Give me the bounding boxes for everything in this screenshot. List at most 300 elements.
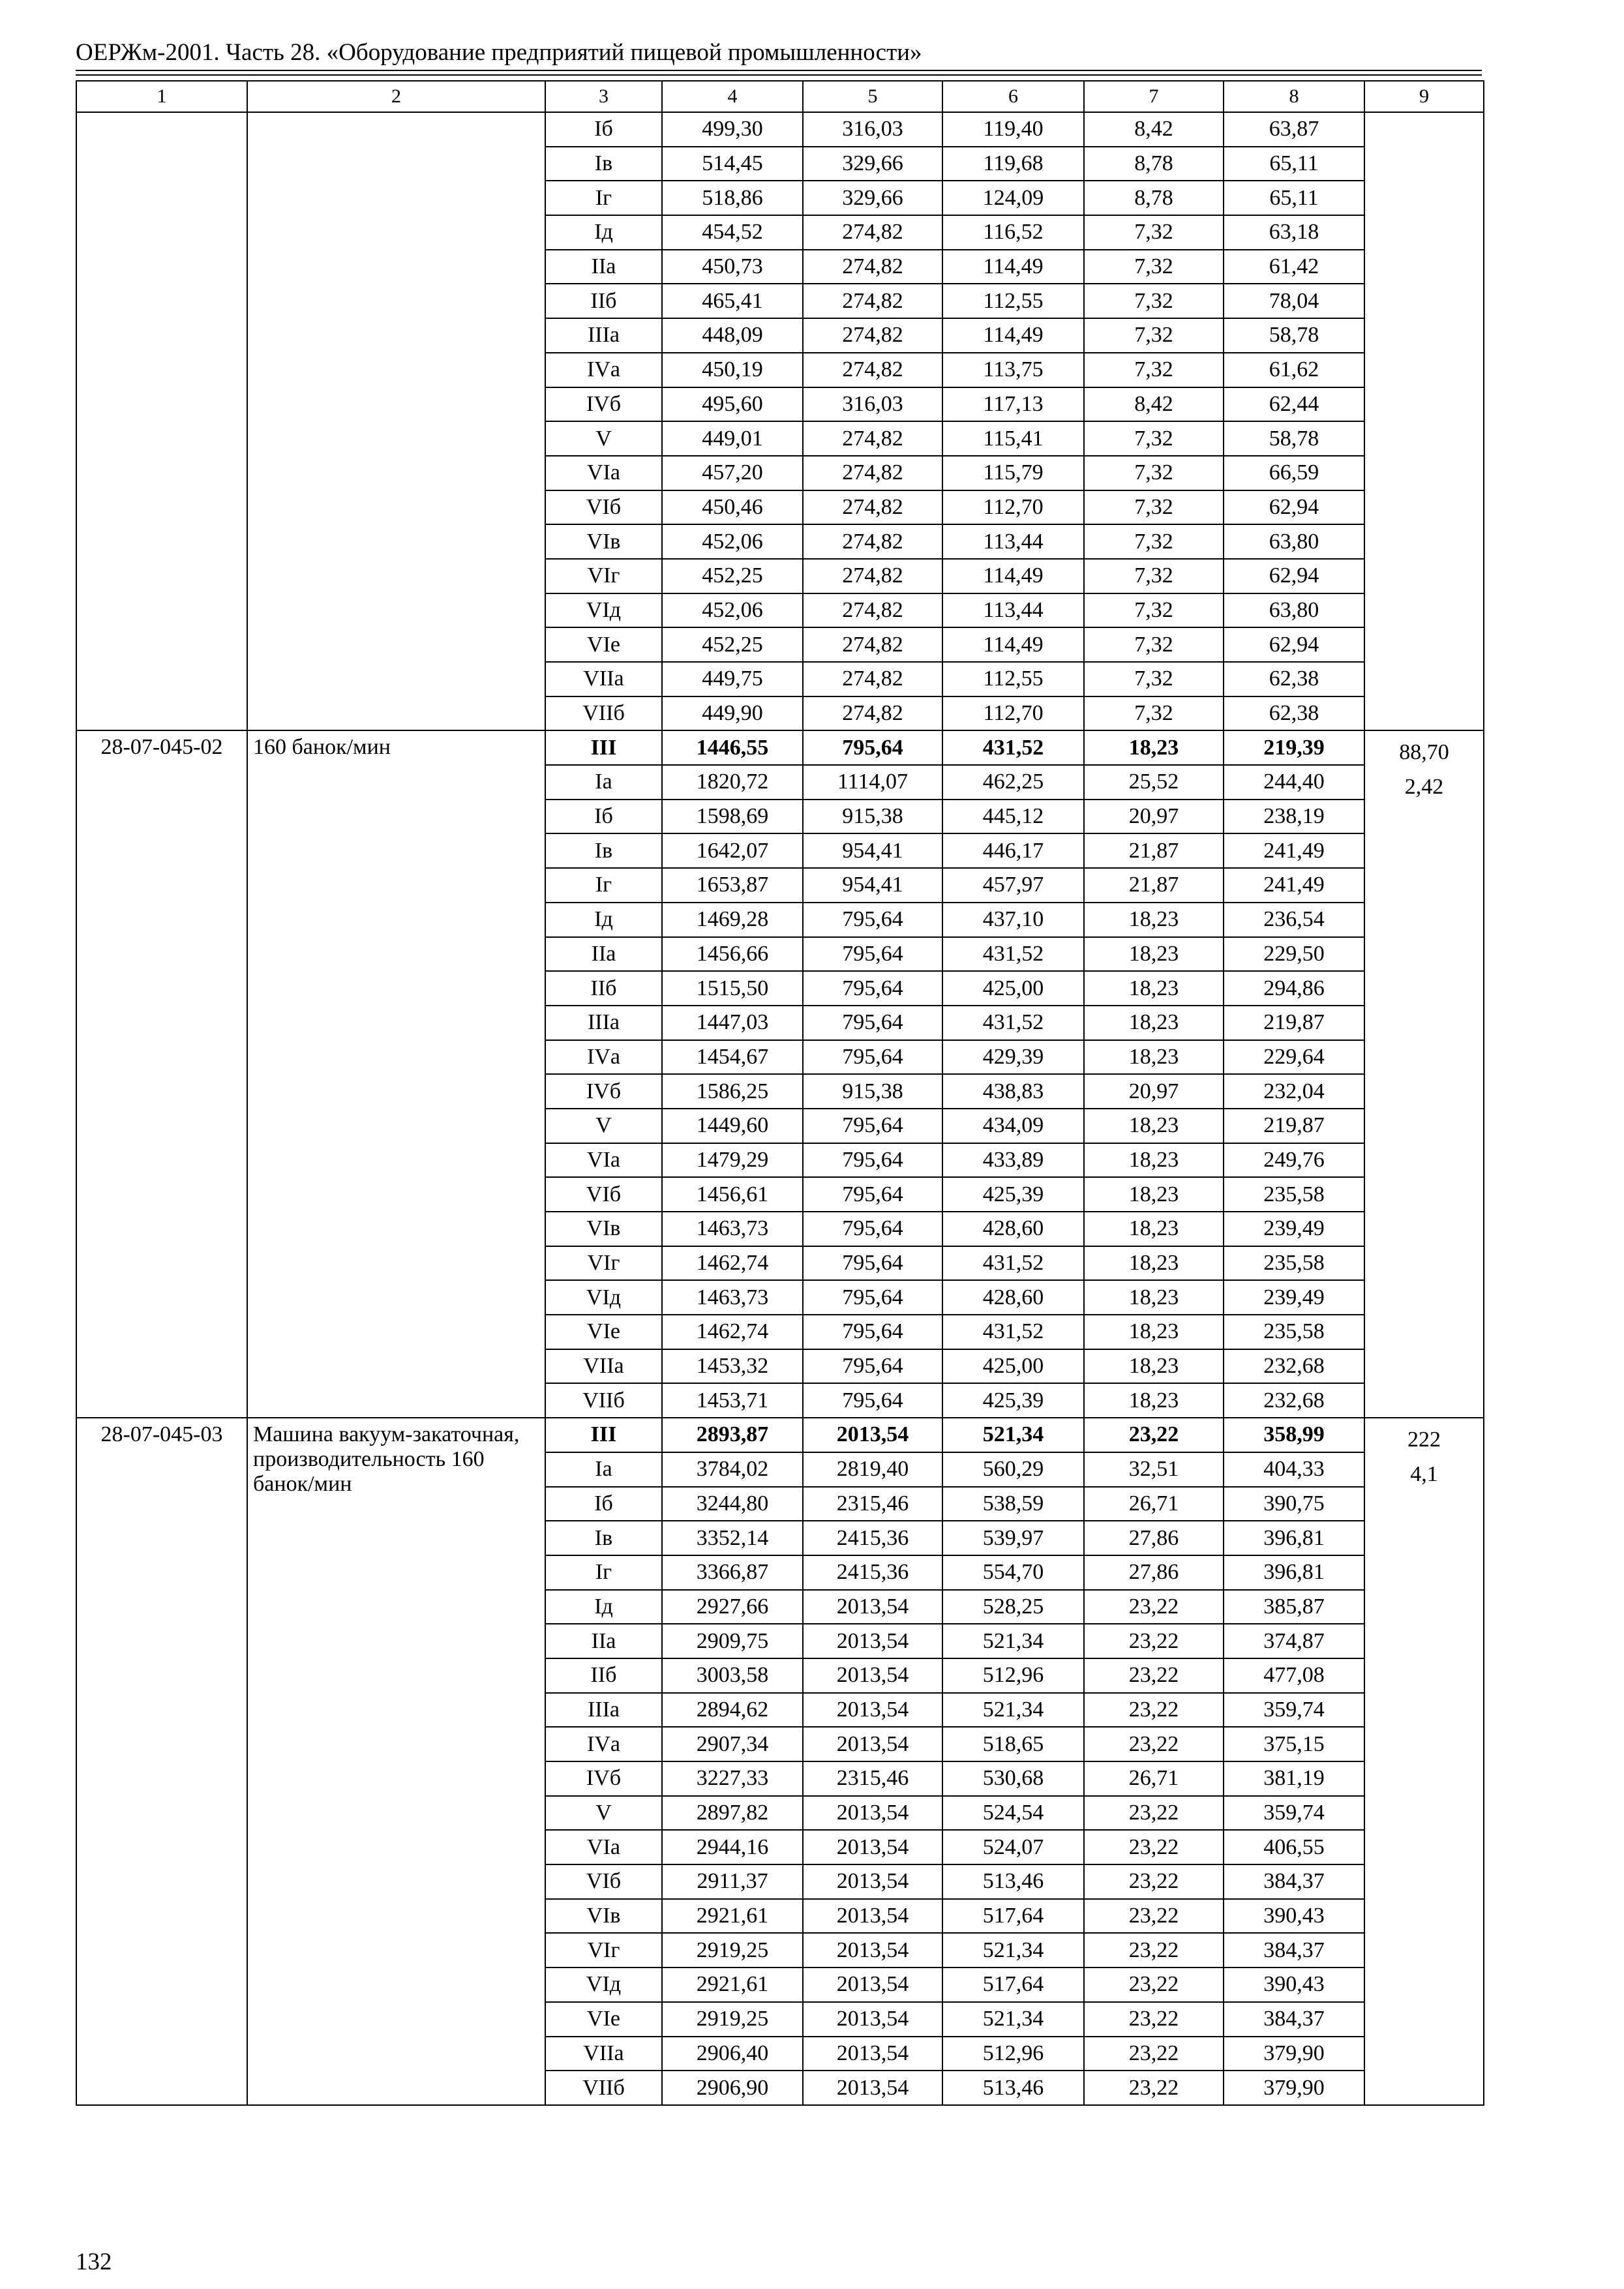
column-number-row — [76, 81, 1484, 112]
value-cell: 384,37 — [1224, 2002, 1364, 2037]
rates-table — [76, 80, 1484, 2106]
value-cell: 560,29 — [942, 1452, 1084, 1487]
value-cell: 1462,74 — [662, 1246, 803, 1281]
zone-cell: Iб — [545, 800, 662, 834]
value-cell: 438,83 — [942, 1074, 1084, 1109]
value-cell: 3003,58 — [662, 1658, 803, 1693]
column-number: 7 — [1084, 81, 1224, 112]
resource-value: 2,42 — [1404, 775, 1444, 800]
zone-cell: VIа — [545, 1830, 662, 1864]
value-cell: 795,64 — [803, 937, 942, 972]
table-body — [76, 81, 1484, 2105]
zone-cell: VIв — [545, 1899, 662, 1934]
value-cell: 27,86 — [1084, 1555, 1224, 1590]
value-cell: 2013,54 — [803, 2037, 942, 2071]
value-cell: 23,22 — [1084, 1418, 1224, 1452]
value-cell: 795,64 — [803, 1040, 942, 1075]
value-cell: 450,73 — [662, 250, 803, 284]
value-cell: 428,60 — [942, 1212, 1084, 1246]
value-cell: 112,70 — [942, 696, 1084, 731]
zone-cell: VIд — [545, 593, 662, 628]
value-cell: 495,60 — [662, 387, 803, 422]
column-number: 2 — [247, 81, 545, 112]
zone-cell: IVб — [545, 1074, 662, 1109]
value-cell: 113,44 — [942, 524, 1084, 559]
value-cell: 452,25 — [662, 627, 803, 662]
value-cell: 18,23 — [1084, 971, 1224, 1006]
value-cell: 538,59 — [942, 1487, 1084, 1521]
value-cell: 119,68 — [942, 147, 1084, 181]
value-cell: 539,97 — [942, 1521, 1084, 1555]
value-cell: 236,54 — [1224, 903, 1364, 937]
rate-name: 160 банок/мин — [247, 730, 545, 1418]
zone-cell: Iа — [545, 1452, 662, 1487]
value-cell: 61,62 — [1224, 353, 1364, 387]
rate-code: 28-07-045-03 — [76, 1418, 247, 2105]
value-cell: 425,00 — [942, 1349, 1084, 1384]
value-cell: 530,68 — [942, 1761, 1084, 1796]
value-cell: 954,41 — [803, 868, 942, 903]
value-cell: 554,70 — [942, 1555, 1084, 1590]
value-cell: 1449,60 — [662, 1109, 803, 1143]
value-cell: 7,32 — [1084, 456, 1224, 490]
zone-cell: IIIа — [545, 1693, 662, 1728]
value-cell: 23,22 — [1084, 1658, 1224, 1693]
value-cell: 23,22 — [1084, 1693, 1224, 1728]
value-cell: 1653,87 — [662, 868, 803, 903]
value-cell: 114,49 — [942, 250, 1084, 284]
value-cell: 431,52 — [942, 1315, 1084, 1349]
zone-cell: V — [545, 421, 662, 456]
value-cell: 115,79 — [942, 456, 1084, 490]
value-cell: 20,97 — [1084, 1074, 1224, 1109]
value-cell: 58,78 — [1224, 318, 1364, 353]
value-cell: 524,54 — [942, 1796, 1084, 1831]
value-cell: 23,22 — [1084, 1796, 1224, 1831]
value-cell: 521,34 — [942, 1933, 1084, 1967]
value-cell: 499,30 — [662, 112, 803, 147]
value-cell: 23,22 — [1084, 1624, 1224, 1658]
zone-cell: VIIа — [545, 2037, 662, 2071]
value-cell: 1479,29 — [662, 1143, 803, 1178]
value-cell: 117,13 — [942, 387, 1084, 422]
value-cell: 454,52 — [662, 215, 803, 250]
zone-cell: VIг — [545, 1246, 662, 1281]
zone-cell: Iв — [545, 1521, 662, 1555]
value-cell: 7,32 — [1084, 696, 1224, 731]
zone-cell: IIа — [545, 937, 662, 972]
value-cell: 358,99 — [1224, 1418, 1364, 1452]
value-cell: 244,40 — [1224, 765, 1364, 800]
zone-cell: III — [545, 1418, 662, 1452]
zone-cell: Iв — [545, 147, 662, 181]
value-cell: 7,32 — [1084, 524, 1224, 559]
value-cell: 63,80 — [1224, 593, 1364, 628]
resource-cell — [1364, 730, 1484, 1418]
value-cell: 381,19 — [1224, 1761, 1364, 1796]
resource-cell — [1364, 112, 1484, 730]
zone-cell: IVб — [545, 1761, 662, 1796]
value-cell: 513,46 — [942, 2071, 1084, 2105]
value-cell: 219,87 — [1224, 1006, 1364, 1040]
value-cell: 795,64 — [803, 1315, 942, 1349]
value-cell: 449,90 — [662, 696, 803, 731]
value-cell: 3784,02 — [662, 1452, 803, 1487]
zone-cell: Iа — [545, 765, 662, 800]
value-cell: 517,64 — [942, 1967, 1084, 2002]
value-cell: 1469,28 — [662, 903, 803, 937]
zone-cell: VIб — [545, 1864, 662, 1899]
value-cell: 1454,67 — [662, 1040, 803, 1075]
value-cell: 1453,71 — [662, 1383, 803, 1418]
value-cell: 521,34 — [942, 1418, 1084, 1452]
value-cell: 232,68 — [1224, 1383, 1364, 1418]
value-cell: 2315,46 — [803, 1487, 942, 1521]
value-cell: 3352,14 — [662, 1521, 803, 1555]
value-cell: 2013,54 — [803, 1864, 942, 1899]
value-cell: 433,89 — [942, 1143, 1084, 1178]
value-cell: 359,74 — [1224, 1693, 1364, 1728]
value-cell: 446,17 — [942, 833, 1084, 868]
value-cell: 425,39 — [942, 1383, 1084, 1418]
zone-cell: VIа — [545, 456, 662, 490]
zone-cell: VIIб — [545, 1383, 662, 1418]
zone-cell: Iд — [545, 215, 662, 250]
value-cell: 8,78 — [1084, 181, 1224, 215]
value-cell: 241,49 — [1224, 868, 1364, 903]
value-cell: 113,75 — [942, 353, 1084, 387]
value-cell: 452,06 — [662, 524, 803, 559]
value-cell: 62,94 — [1224, 559, 1364, 593]
zone-cell: VIв — [545, 1212, 662, 1246]
resource-value: 4,1 — [1410, 1461, 1438, 1486]
value-cell: 18,23 — [1084, 903, 1224, 937]
value-cell: 431,52 — [942, 937, 1084, 972]
value-cell: 274,82 — [803, 524, 942, 559]
value-cell: 452,25 — [662, 559, 803, 593]
value-cell: 18,23 — [1084, 1109, 1224, 1143]
value-cell: 114,49 — [942, 627, 1084, 662]
column-number: 3 — [545, 81, 662, 112]
value-cell: 2927,66 — [662, 1590, 803, 1624]
value-cell: 274,82 — [803, 421, 942, 456]
column-number: 5 — [803, 81, 942, 112]
value-cell: 1515,50 — [662, 971, 803, 1006]
value-cell: 7,32 — [1084, 284, 1224, 318]
value-cell: 23,22 — [1084, 1830, 1224, 1864]
value-cell: 2907,34 — [662, 1727, 803, 1761]
value-cell: 274,82 — [803, 627, 942, 662]
value-cell: 3244,80 — [662, 1487, 803, 1521]
value-cell: 23,22 — [1084, 1727, 1224, 1761]
value-cell: 66,59 — [1224, 456, 1364, 490]
value-cell: 452,06 — [662, 593, 803, 628]
value-cell: 2013,54 — [803, 1624, 942, 1658]
value-cell: 62,94 — [1224, 490, 1364, 525]
value-cell: 63,18 — [1224, 215, 1364, 250]
value-cell: 450,46 — [662, 490, 803, 525]
zone-cell: VIг — [545, 1933, 662, 1967]
value-cell: 32,51 — [1084, 1452, 1224, 1487]
resource-value: 88,70 — [1399, 740, 1449, 765]
zone-cell: VIг — [545, 559, 662, 593]
value-cell: 235,58 — [1224, 1246, 1364, 1281]
value-cell: 274,82 — [803, 318, 942, 353]
value-cell: 2909,75 — [662, 1624, 803, 1658]
header-rule — [76, 70, 1482, 71]
value-cell: 1598,69 — [662, 800, 803, 834]
value-cell: 8,78 — [1084, 147, 1224, 181]
value-cell: 18,23 — [1084, 1212, 1224, 1246]
value-cell: 512,96 — [942, 2037, 1084, 2071]
value-cell: 316,03 — [803, 387, 942, 422]
value-cell: 235,58 — [1224, 1177, 1364, 1212]
value-cell: 2415,36 — [803, 1555, 942, 1590]
zone-cell: IIа — [545, 250, 662, 284]
value-cell: 1446,55 — [662, 730, 803, 765]
value-cell: 62,38 — [1224, 696, 1364, 731]
value-cell: 329,66 — [803, 147, 942, 181]
value-cell: 2013,54 — [803, 1796, 942, 1831]
value-cell: 65,11 — [1224, 181, 1364, 215]
value-cell: 450,19 — [662, 353, 803, 387]
zone-cell: IVа — [545, 1040, 662, 1075]
table-row — [76, 112, 1484, 147]
value-cell: 18,23 — [1084, 937, 1224, 972]
value-cell: 2013,54 — [803, 1693, 942, 1728]
value-cell: 18,23 — [1084, 1383, 1224, 1418]
zone-cell: IIIа — [545, 318, 662, 353]
value-cell: 274,82 — [803, 559, 942, 593]
value-cell: 62,38 — [1224, 662, 1364, 696]
value-cell: 390,43 — [1224, 1967, 1364, 2002]
value-cell: 8,42 — [1084, 112, 1224, 147]
value-cell: 274,82 — [803, 456, 942, 490]
value-cell: 18,23 — [1084, 1006, 1224, 1040]
zone-cell: Iг — [545, 181, 662, 215]
zone-cell: V — [545, 1109, 662, 1143]
value-cell: 915,38 — [803, 800, 942, 834]
value-cell: 274,82 — [803, 215, 942, 250]
value-cell: 434,09 — [942, 1109, 1084, 1143]
value-cell: 2893,87 — [662, 1418, 803, 1452]
value-cell: 294,86 — [1224, 971, 1364, 1006]
value-cell: 795,64 — [803, 1349, 942, 1384]
value-cell: 1114,07 — [803, 765, 942, 800]
value-cell: 379,90 — [1224, 2071, 1364, 2105]
value-cell: 457,97 — [942, 868, 1084, 903]
value-cell: 521,34 — [942, 2002, 1084, 2037]
zone-cell: Iд — [545, 1590, 662, 1624]
value-cell: 63,87 — [1224, 112, 1364, 147]
value-cell: 274,82 — [803, 490, 942, 525]
value-cell: 462,25 — [942, 765, 1084, 800]
value-cell: 954,41 — [803, 833, 942, 868]
value-cell: 27,86 — [1084, 1521, 1224, 1555]
value-cell: 2013,54 — [803, 1899, 942, 1934]
value-cell: 431,52 — [942, 1246, 1084, 1281]
zone-cell: Iг — [545, 868, 662, 903]
value-cell: 2013,54 — [803, 1967, 942, 2002]
value-cell: 428,60 — [942, 1280, 1084, 1315]
zone-cell: VIд — [545, 1967, 662, 2002]
zone-cell: IIб — [545, 971, 662, 1006]
value-cell: 239,49 — [1224, 1280, 1364, 1315]
column-number: 1 — [76, 81, 247, 112]
value-cell: 219,87 — [1224, 1109, 1364, 1143]
value-cell: 65,11 — [1224, 147, 1364, 181]
value-cell: 518,86 — [662, 181, 803, 215]
value-cell: 528,25 — [942, 1590, 1084, 1624]
value-cell: 1456,61 — [662, 1177, 803, 1212]
value-cell: 2013,54 — [803, 1418, 942, 1452]
value-cell: 514,45 — [662, 147, 803, 181]
value-cell: 7,32 — [1084, 490, 1224, 525]
zone-cell: Iг — [545, 1555, 662, 1590]
value-cell: 18,23 — [1084, 1246, 1224, 1281]
value-cell: 23,22 — [1084, 2071, 1224, 2105]
value-cell: 513,46 — [942, 1864, 1084, 1899]
value-cell: 431,52 — [942, 1006, 1084, 1040]
table-row — [76, 1418, 1484, 1452]
zone-cell: Iб — [545, 112, 662, 147]
value-cell: 2919,25 — [662, 2002, 803, 2037]
value-cell: 7,32 — [1084, 627, 1224, 662]
value-cell: 2013,54 — [803, 2071, 942, 2105]
value-cell: 7,32 — [1084, 593, 1224, 628]
value-cell: 2013,54 — [803, 1658, 942, 1693]
value-cell: 112,55 — [942, 284, 1084, 318]
value-cell: 274,82 — [803, 284, 942, 318]
value-cell: 20,97 — [1084, 800, 1224, 834]
value-cell: 425,39 — [942, 1177, 1084, 1212]
zone-cell: Iв — [545, 833, 662, 868]
page-header: ОЕРЖм-2001. Часть 28. «Оборудование предприятий пищевой промышленности» — [76, 39, 922, 66]
value-cell: 1642,07 — [662, 833, 803, 868]
value-cell: 7,32 — [1084, 250, 1224, 284]
value-cell: 21,87 — [1084, 868, 1224, 903]
value-cell: 239,49 — [1224, 1212, 1364, 1246]
value-cell: 7,32 — [1084, 421, 1224, 456]
value-cell: 524,07 — [942, 1830, 1084, 1864]
value-cell: 62,94 — [1224, 627, 1364, 662]
zone-cell: V — [545, 1796, 662, 1831]
value-cell: 232,68 — [1224, 1349, 1364, 1384]
value-cell: 274,82 — [803, 696, 942, 731]
value-cell: 521,34 — [942, 1624, 1084, 1658]
value-cell: 2013,54 — [803, 1727, 942, 1761]
value-cell: 375,15 — [1224, 1727, 1364, 1761]
value-cell: 23,22 — [1084, 1864, 1224, 1899]
value-cell: 449,01 — [662, 421, 803, 456]
value-cell: 445,12 — [942, 800, 1084, 834]
zone-cell: IVб — [545, 387, 662, 422]
value-cell: 465,41 — [662, 284, 803, 318]
value-cell: 235,58 — [1224, 1315, 1364, 1349]
zone-cell: IIа — [545, 1624, 662, 1658]
zone-cell: VIе — [545, 1315, 662, 1349]
value-cell: 2013,54 — [803, 1933, 942, 1967]
zone-cell: III — [545, 730, 662, 765]
value-cell: 21,87 — [1084, 833, 1224, 868]
value-cell: 517,64 — [942, 1899, 1084, 1934]
value-cell: 359,74 — [1224, 1796, 1364, 1831]
value-cell: 457,20 — [662, 456, 803, 490]
value-cell: 249,76 — [1224, 1143, 1364, 1178]
value-cell: 449,75 — [662, 662, 803, 696]
value-cell: 63,80 — [1224, 524, 1364, 559]
zone-cell: Iд — [545, 903, 662, 937]
value-cell: 404,33 — [1224, 1452, 1364, 1487]
rate-name — [247, 112, 545, 730]
value-cell: 58,78 — [1224, 421, 1364, 456]
value-cell: 7,32 — [1084, 215, 1224, 250]
value-cell: 23,22 — [1084, 1899, 1224, 1934]
value-cell: 2897,82 — [662, 1796, 803, 1831]
value-cell: 2911,37 — [662, 1864, 803, 1899]
zone-cell: VIIб — [545, 2071, 662, 2105]
value-cell: 425,00 — [942, 971, 1084, 1006]
value-cell: 23,22 — [1084, 2037, 1224, 2071]
value-cell: 114,49 — [942, 318, 1084, 353]
zone-cell: IIб — [545, 284, 662, 318]
value-cell: 23,22 — [1084, 1933, 1224, 1967]
value-cell: 2906,90 — [662, 2071, 803, 2105]
value-cell: 521,34 — [942, 1693, 1084, 1728]
value-cell: 274,82 — [803, 353, 942, 387]
value-cell: 274,82 — [803, 250, 942, 284]
value-cell: 62,44 — [1224, 387, 1364, 422]
value-cell: 429,39 — [942, 1040, 1084, 1075]
value-cell: 396,81 — [1224, 1555, 1364, 1590]
value-cell: 7,32 — [1084, 662, 1224, 696]
value-cell: 18,23 — [1084, 1315, 1224, 1349]
value-cell: 2315,46 — [803, 1761, 942, 1796]
value-cell: 795,64 — [803, 1383, 942, 1418]
value-cell: 1463,73 — [662, 1212, 803, 1246]
value-cell: 26,71 — [1084, 1761, 1224, 1796]
value-cell: 3366,87 — [662, 1555, 803, 1590]
value-cell: 78,04 — [1224, 284, 1364, 318]
value-cell: 2906,40 — [662, 2037, 803, 2071]
value-cell: 241,49 — [1224, 833, 1364, 868]
value-cell: 477,08 — [1224, 1658, 1364, 1693]
value-cell: 406,55 — [1224, 1830, 1364, 1864]
value-cell: 795,64 — [803, 971, 942, 1006]
zone-cell: Iб — [545, 1487, 662, 1521]
value-cell: 119,40 — [942, 112, 1084, 147]
value-cell: 795,64 — [803, 730, 942, 765]
zone-cell: VIе — [545, 2002, 662, 2037]
value-cell: 23,22 — [1084, 2002, 1224, 2037]
value-cell: 61,42 — [1224, 250, 1364, 284]
column-number: 9 — [1364, 81, 1484, 112]
value-cell: 390,43 — [1224, 1899, 1364, 1934]
value-cell: 7,32 — [1084, 559, 1224, 593]
value-cell: 26,71 — [1084, 1487, 1224, 1521]
zone-cell: VIв — [545, 524, 662, 559]
value-cell: 795,64 — [803, 1177, 942, 1212]
value-cell: 274,82 — [803, 662, 942, 696]
value-cell: 512,96 — [942, 1658, 1084, 1693]
value-cell: 23,22 — [1084, 1967, 1224, 2002]
zone-cell: IVа — [545, 1727, 662, 1761]
value-cell: 915,38 — [803, 1074, 942, 1109]
value-cell: 795,64 — [803, 1143, 942, 1178]
value-cell: 1586,25 — [662, 1074, 803, 1109]
value-cell: 1463,73 — [662, 1280, 803, 1315]
page-number: 132 — [76, 2249, 112, 2275]
